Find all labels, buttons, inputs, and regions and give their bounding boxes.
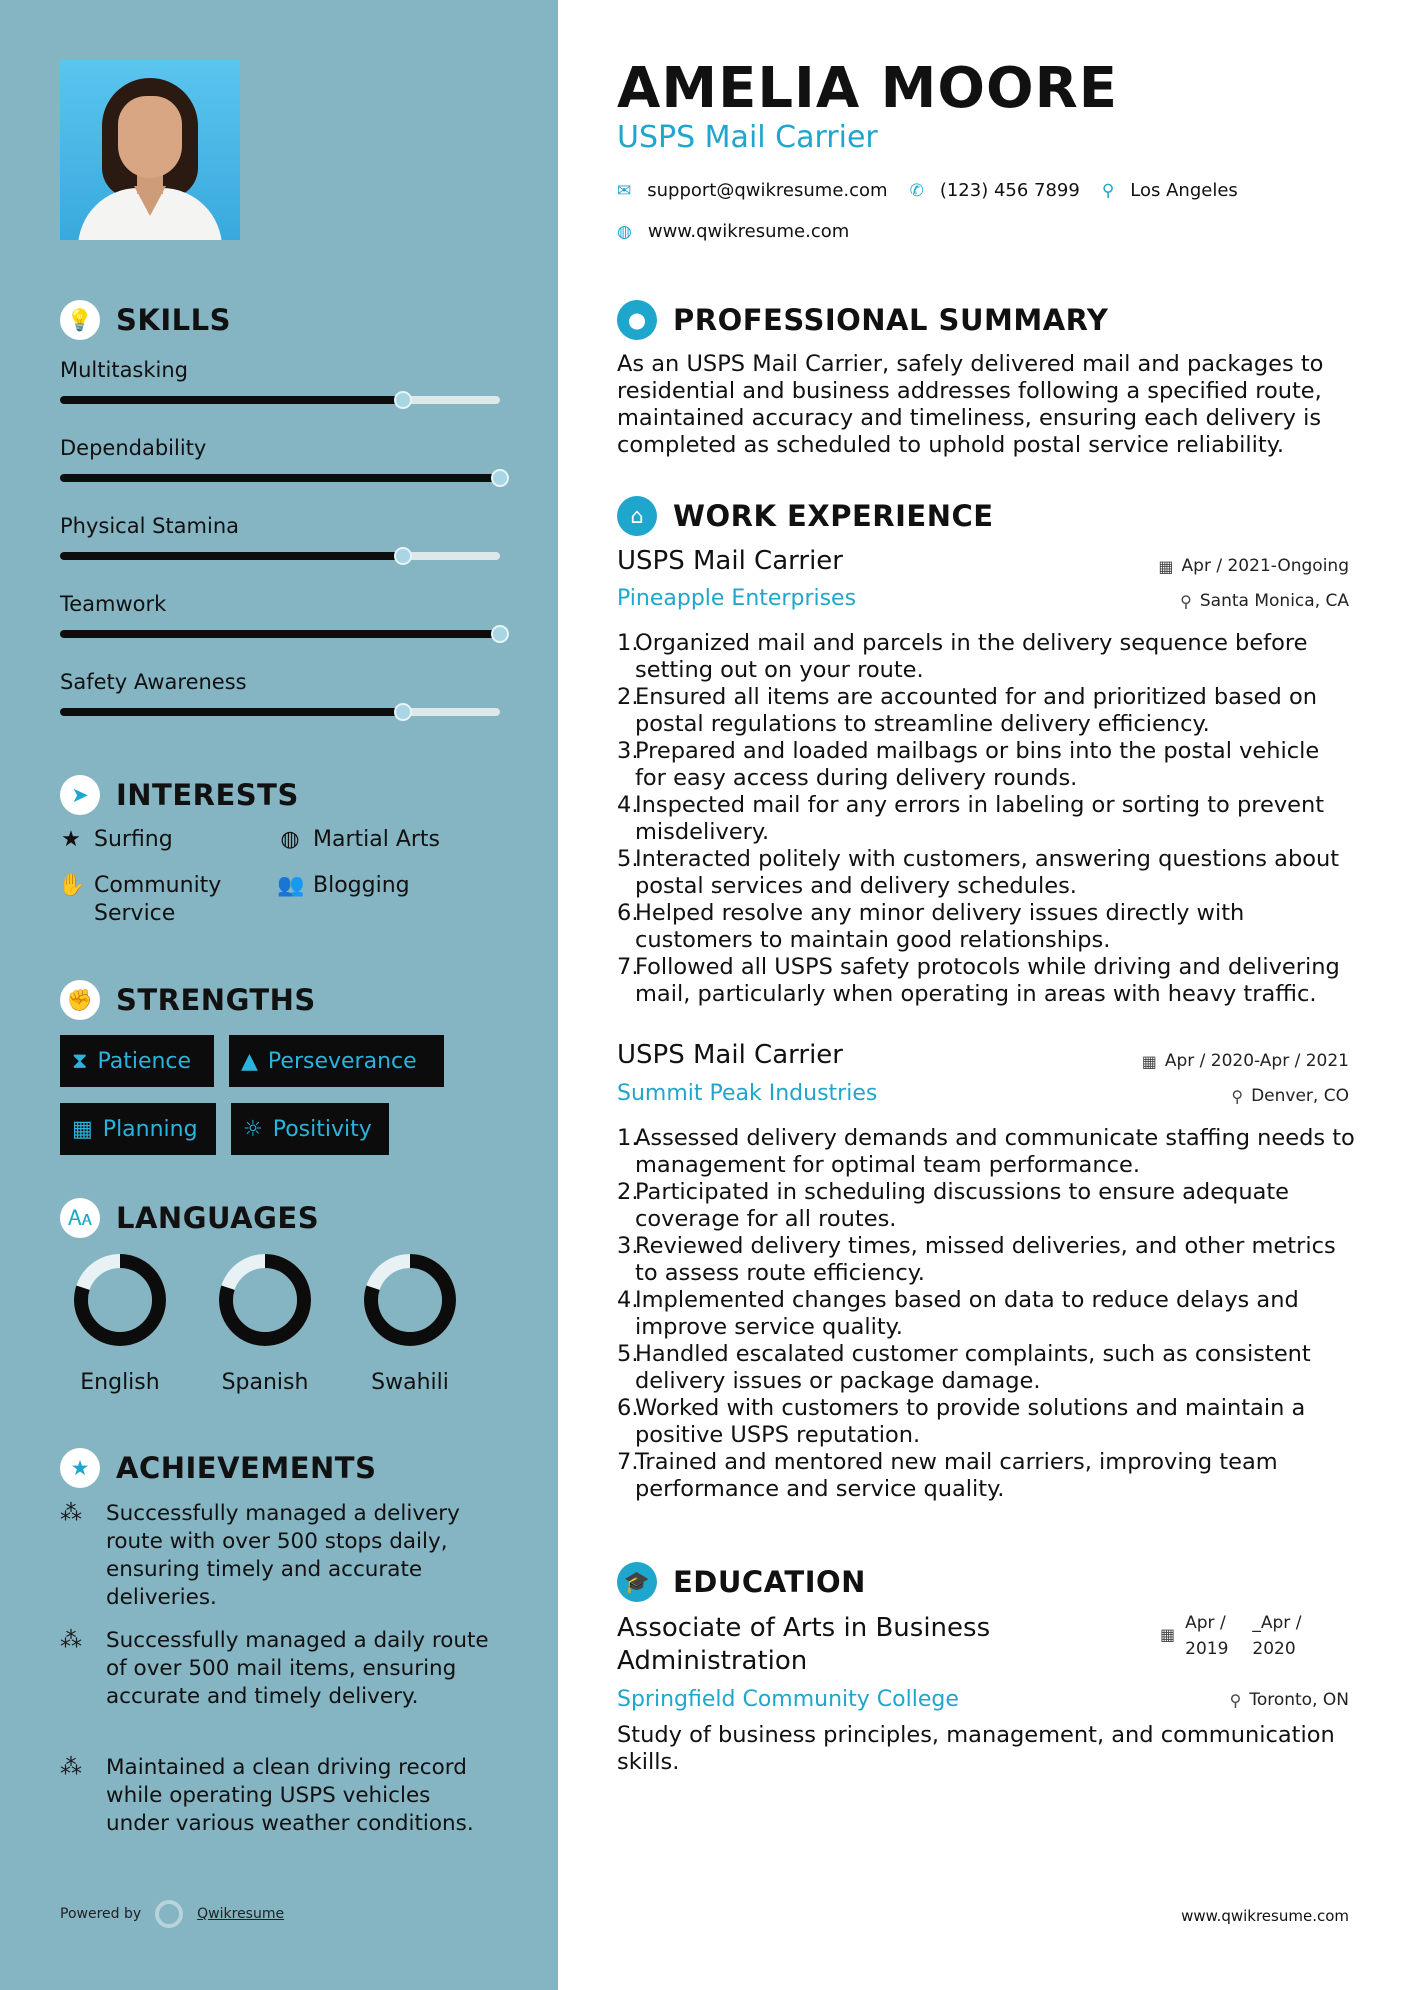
- award-star-icon: ★: [60, 1448, 100, 1488]
- language-item: [350, 1252, 470, 1395]
- language-label: Spanish: [221, 1370, 309, 1395]
- job-title: USPS Mail Carrier: [617, 1040, 843, 1070]
- star-icon: ⁂: [60, 1755, 82, 1780]
- education-school: Springfield Community College: [617, 1687, 959, 1712]
- contact-email[interactable]: support@qwikresume.com: [647, 180, 888, 201]
- education-description: Study of business principles, management, and communication skills.: [617, 1722, 1335, 1775]
- skill-label: Physical Stamina: [60, 514, 240, 538]
- job-bullets: [617, 630, 1357, 1008]
- skill-bar: [60, 552, 500, 560]
- job-location: ⚲ Santa Monica, CA: [1180, 591, 1349, 611]
- education-degree: Associate of Arts in Business Administration: [617, 1613, 991, 1676]
- map-pin-icon: ⚲: [1101, 180, 1115, 201]
- fist-icon: ✊: [60, 980, 100, 1020]
- job-dates: ▦ Apr / 2021-Ongoing: [1158, 556, 1349, 576]
- interest-item: [277, 872, 410, 900]
- job-company: Summit Peak Industries: [617, 1081, 878, 1106]
- job-company: Pineapple Enterprises: [617, 586, 857, 611]
- job-dates: ▦ Apr / 2020-Apr / 2021: [1141, 1051, 1349, 1071]
- sidebar: [0, 0, 558, 1990]
- experience-header: [617, 496, 994, 536]
- calendar-icon: ▦: [1160, 1625, 1176, 1644]
- paper-plane-icon: ➤: [60, 775, 100, 815]
- pin-icon: ⚲: [1229, 1690, 1242, 1710]
- phone-icon: ✆: [909, 180, 924, 201]
- lightbulb-icon: 💡: [60, 300, 100, 340]
- road-icon: ▲: [241, 1048, 258, 1074]
- skill-item: [60, 662, 500, 716]
- job-bullet: 6. Helped resolve any minor delivery issues directly with customers to maintain good relationships.: [617, 900, 1245, 953]
- achievement-text: Successfully managed a daily route of over 500 mail items, ensuring accurate and timely delivery.: [106, 1628, 489, 1709]
- star-icon: ⁂: [60, 1628, 82, 1653]
- chair-icon: ⌂: [617, 496, 657, 536]
- powered-brand-link[interactable]: Qwikresume: [197, 1906, 285, 1922]
- language-icon: 🗛: [60, 1198, 100, 1238]
- job-bullet: 4. Inspected mail for any errors in labeling or sorting to prevent misdelivery.: [617, 792, 1325, 845]
- strength-label: Positivity: [272, 1116, 372, 1142]
- experience-title: WORK EXPERIENCE: [673, 499, 994, 533]
- achievement-item: [60, 1627, 500, 1711]
- skill-bar-knob: [491, 469, 509, 487]
- skill-label: Multitasking: [60, 358, 189, 382]
- language-item: [205, 1252, 325, 1395]
- skill-item: [60, 350, 500, 404]
- summary-header: [617, 300, 1108, 340]
- skill-item: [60, 506, 500, 560]
- language-ring: [217, 1252, 313, 1348]
- strength-label: Perseverance: [267, 1048, 417, 1074]
- strengths-header: [60, 980, 316, 1020]
- interests-header: [60, 775, 299, 815]
- skill-item: [60, 428, 500, 482]
- achievements-title: ACHIEVEMENTS: [116, 1451, 377, 1485]
- language-label: Swahili: [371, 1370, 449, 1395]
- strength-tag: [60, 1103, 216, 1155]
- job-location: ⚲ Denver, CO: [1231, 1086, 1349, 1106]
- profile-photo: [60, 60, 240, 240]
- job-bullet: 5. Handled escalated customer complaints, such as consistent delivery issues or package damage.: [617, 1341, 1311, 1394]
- interests-title: INTERESTS: [116, 778, 299, 812]
- skill-bar: [60, 708, 500, 716]
- skill-label: Teamwork: [60, 592, 167, 616]
- skill-bar-knob: [394, 547, 412, 565]
- interest-label: Surfing: [94, 827, 173, 852]
- interest-item: [277, 826, 440, 854]
- achievement-text: Successfully managed a delivery route with over 500 stops daily, ensuring timely and accurate deliveries.: [106, 1501, 460, 1610]
- skill-bar-knob: [394, 391, 412, 409]
- pin-icon: ⚲: [1231, 1086, 1244, 1106]
- language-item: [60, 1252, 180, 1395]
- skill-bar-fill: [60, 630, 500, 638]
- envelope-icon: ✉: [617, 180, 632, 201]
- website-row: [617, 221, 849, 242]
- language-ring: [72, 1252, 168, 1348]
- powered-prefix: Powered by: [60, 1906, 142, 1922]
- language-ring: [362, 1252, 458, 1348]
- strength-label: Planning: [102, 1116, 198, 1142]
- contact-location: Los Angeles: [1130, 180, 1238, 201]
- contact-website[interactable]: www.qwikresume.com: [647, 221, 850, 242]
- star-icon: ★: [61, 827, 81, 852]
- hourglass-icon: ⧗: [72, 1048, 88, 1074]
- job-bullet: 3. Reviewed delivery times, missed deliveries, and other metrics to assess route efficiency.: [617, 1233, 1336, 1286]
- user-icon: ●: [617, 300, 657, 340]
- qwikresume-logo-icon: [155, 1900, 183, 1928]
- interest-label: Blogging: [313, 873, 410, 898]
- interest-label: Community Service: [94, 873, 222, 926]
- hand-icon: ✋: [58, 873, 86, 898]
- job-bullet: 7. Followed all USPS safety protocols while driving and delivering mail, particularly when operating in areas with heavy traffic.: [617, 954, 1340, 1007]
- interest-label: Martial Arts: [313, 827, 441, 852]
- job-bullet: 2. Ensured all items are accounted for and prioritized based on postal regulations to streamline delivery efficiency.: [617, 684, 1317, 737]
- job-bullet: 4. Implemented changes based on data to reduce delays and improve service quality.: [617, 1287, 1299, 1340]
- skill-item: [60, 584, 500, 638]
- job-bullets: [617, 1125, 1357, 1503]
- contact-row: [617, 180, 1238, 201]
- skill-bar: [60, 396, 500, 404]
- strength-tag: [231, 1103, 389, 1155]
- job-bullet: 7. Trained and mentored new mail carriers, improving team performance and service quality.: [617, 1449, 1278, 1502]
- globe-icon: ◍: [617, 221, 632, 242]
- interest-item: [58, 826, 173, 854]
- strength-tag: [60, 1035, 214, 1087]
- skill-bar-knob: [491, 625, 509, 643]
- sun-icon: ☼: [243, 1116, 263, 1142]
- job-bullet: 3. Prepared and loaded mailbags or bins into the postal vehicle for easy access during delivery rounds.: [617, 738, 1320, 791]
- skill-bar: [60, 474, 500, 482]
- education-title: EDUCATION: [673, 1565, 866, 1599]
- pin-icon: ⚲: [1180, 591, 1192, 611]
- candidate-name: AMELIA MOORE: [617, 56, 1118, 121]
- skill-bar-fill: [60, 552, 403, 560]
- skill-label: Safety Awareness: [60, 670, 247, 694]
- interest-item: [58, 872, 221, 928]
- job-bullet: 5. Interacted politely with customers, answering questions about postal services and delivery schedules.: [617, 846, 1340, 899]
- summary-text: As an USPS Mail Carrier, safely delivered mail and packages to residential and business addresses following a specified route, maintained accuracy and timeliness, ensuring each delivery is completed as scheduled to uphold postal service reliability.: [617, 351, 1324, 458]
- languages-header: [60, 1198, 319, 1238]
- achievements-header: [60, 1448, 376, 1488]
- star-icon: ⁂: [60, 1501, 82, 1526]
- footer-url[interactable]: www.qwikresume.com: [1181, 1907, 1349, 1925]
- skill-bar-fill: [60, 396, 403, 404]
- graduation-cap-icon: 🎓: [617, 1562, 657, 1602]
- users-icon: 👥: [277, 873, 305, 898]
- globe-icon: ◍: [280, 827, 300, 852]
- skill-label: Dependability: [60, 436, 207, 460]
- strength-tag: [229, 1035, 444, 1087]
- strengths-title: STRENGTHS: [116, 983, 316, 1017]
- skills-header: [60, 300, 231, 340]
- achievement-item: [60, 1754, 500, 1838]
- calendar-icon: ▦: [72, 1116, 93, 1142]
- languages-title: LANGUAGES: [116, 1201, 320, 1235]
- summary-title: PROFESSIONAL SUMMARY: [673, 303, 1109, 337]
- achievement-text: Maintained a clean driving record while operating USPS vehicles under various weather conditions.: [106, 1755, 474, 1836]
- achievement-item: [60, 1500, 500, 1612]
- calendar-icon: ▦: [1158, 556, 1174, 576]
- language-label: English: [80, 1370, 160, 1395]
- skill-bar-knob: [394, 703, 412, 721]
- job-bullet: 6. Worked with customers to provide solutions and maintain a positive USPS reputation.: [617, 1395, 1306, 1448]
- job-bullet: 2. Participated in scheduling discussions to ensure adequate coverage for all routes.: [617, 1179, 1290, 1232]
- candidate-role: USPS Mail Carrier: [617, 120, 878, 155]
- job-bullet: 1. Assessed delivery demands and communicate staffing needs to management for optimal team performance.: [617, 1125, 1355, 1178]
- job-bullet: 1. Organized mail and parcels in the delivery sequence before setting out on your route.: [617, 630, 1308, 683]
- calendar-icon: ▦: [1141, 1051, 1157, 1071]
- job-title: USPS Mail Carrier: [617, 546, 843, 576]
- strength-label: Patience: [97, 1048, 192, 1074]
- skill-bar: [60, 630, 500, 638]
- education-header: [617, 1562, 866, 1602]
- skill-bar-fill: [60, 708, 403, 716]
- contact-phone: (123) 456 7899: [939, 180, 1080, 201]
- education-dates: ▦ Apr / 2019 _Apr / 2020: [1160, 1610, 1301, 1662]
- education-location: ⚲ Toronto, ON: [1229, 1690, 1349, 1710]
- powered-by: [60, 1900, 284, 1928]
- skill-bar-fill: [60, 474, 500, 482]
- skills-title: SKILLS: [116, 303, 231, 337]
